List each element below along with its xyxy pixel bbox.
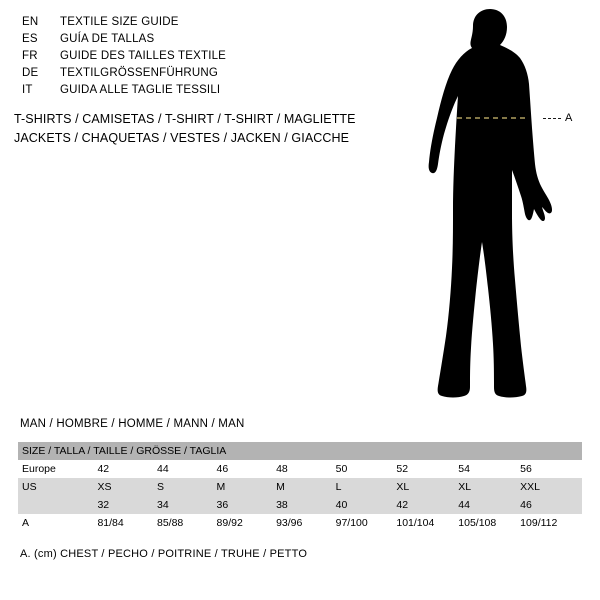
language-header-block <box>22 16 402 101</box>
table-cell: M <box>276 478 336 496</box>
table-cell: M <box>217 478 277 496</box>
table-cell: 36 <box>217 496 277 514</box>
table-footnote: A. (cm) CHEST / PECHO / POITRINE / TRUHE / PETTO <box>20 548 308 560</box>
language-text: GUIDA ALLE TAGLIE TESSILI <box>60 84 221 96</box>
language-text: GUIDE DES TAILLES TEXTILE <box>60 50 227 62</box>
language-code: IT <box>22 84 33 96</box>
table-cell: 32 <box>97 496 157 514</box>
table-cell: 109/112 <box>520 514 582 532</box>
table-cell: 48 <box>276 460 336 478</box>
table-cell: XL <box>396 478 458 496</box>
table-cell: 97/100 <box>336 514 397 532</box>
table-title: MAN / HOMBRE / HOMME / MANN / MAN <box>20 418 245 430</box>
language-row <box>22 33 402 50</box>
figure-illustration <box>415 8 600 408</box>
language-code: DE <box>22 67 39 79</box>
table-cell: 101/104 <box>396 514 458 532</box>
table-cell: XS <box>97 478 157 496</box>
table-cell: 42 <box>396 496 458 514</box>
table-row <box>18 514 582 532</box>
measure-leader-line <box>543 118 561 119</box>
table-cell: 81/84 <box>97 514 157 532</box>
table-cell: 50 <box>336 460 397 478</box>
language-text: GUÍA DE TALLAS <box>60 33 155 45</box>
table-cell: 54 <box>458 460 520 478</box>
language-code: FR <box>22 50 38 62</box>
table-cell: 40 <box>336 496 397 514</box>
table-row <box>18 496 582 514</box>
table-cell: 44 <box>458 496 520 514</box>
table-cell: XXL <box>520 478 582 496</box>
table-cell: 42 <box>97 460 157 478</box>
row-label: A <box>18 514 97 532</box>
row-label: Europe <box>18 460 97 478</box>
language-row <box>22 50 402 67</box>
table-cell: L <box>336 478 397 496</box>
table-row <box>18 460 582 478</box>
language-code: EN <box>22 16 39 28</box>
language-row <box>22 84 402 101</box>
table-header-row <box>18 442 582 460</box>
table-cell: XL <box>458 478 520 496</box>
table-cell: 52 <box>396 460 458 478</box>
row-label: US <box>18 478 97 496</box>
language-row <box>22 16 402 33</box>
table-header-label: SIZE / TALLA / TAILLE / GRÖSSE / TAGLIA <box>18 442 582 460</box>
table-cell: 46 <box>520 496 582 514</box>
language-row <box>22 67 402 84</box>
table-cell: S <box>157 478 217 496</box>
garment-line-tshirts: T-SHIRTS / CAMISETAS / T-SHIRT / T-SHIRT / MAGLIETTE <box>14 112 356 126</box>
language-text: TEXTILE SIZE GUIDE <box>60 16 179 28</box>
man-silhouette-icon <box>415 8 600 408</box>
table-cell: 38 <box>276 496 336 514</box>
table-cell: 56 <box>520 460 582 478</box>
table-cell: 85/88 <box>157 514 217 532</box>
size-table <box>18 442 582 532</box>
table-cell: 89/92 <box>217 514 277 532</box>
table-row <box>18 478 582 496</box>
table-cell: 44 <box>157 460 217 478</box>
row-label <box>18 496 97 514</box>
table-cell: 93/96 <box>276 514 336 532</box>
table-cell: 34 <box>157 496 217 514</box>
language-text: TEXTILGRÖSSENFÜHRUNG <box>60 67 218 79</box>
garment-line-jackets: JACKETS / CHAQUETAS / VESTES / JACKEN / GIACCHE <box>14 131 350 145</box>
table-cell: 105/108 <box>458 514 520 532</box>
table-cell: 46 <box>217 460 277 478</box>
garment-type-block <box>14 110 414 148</box>
measure-label-a: A <box>565 112 573 124</box>
language-code: ES <box>22 33 38 45</box>
